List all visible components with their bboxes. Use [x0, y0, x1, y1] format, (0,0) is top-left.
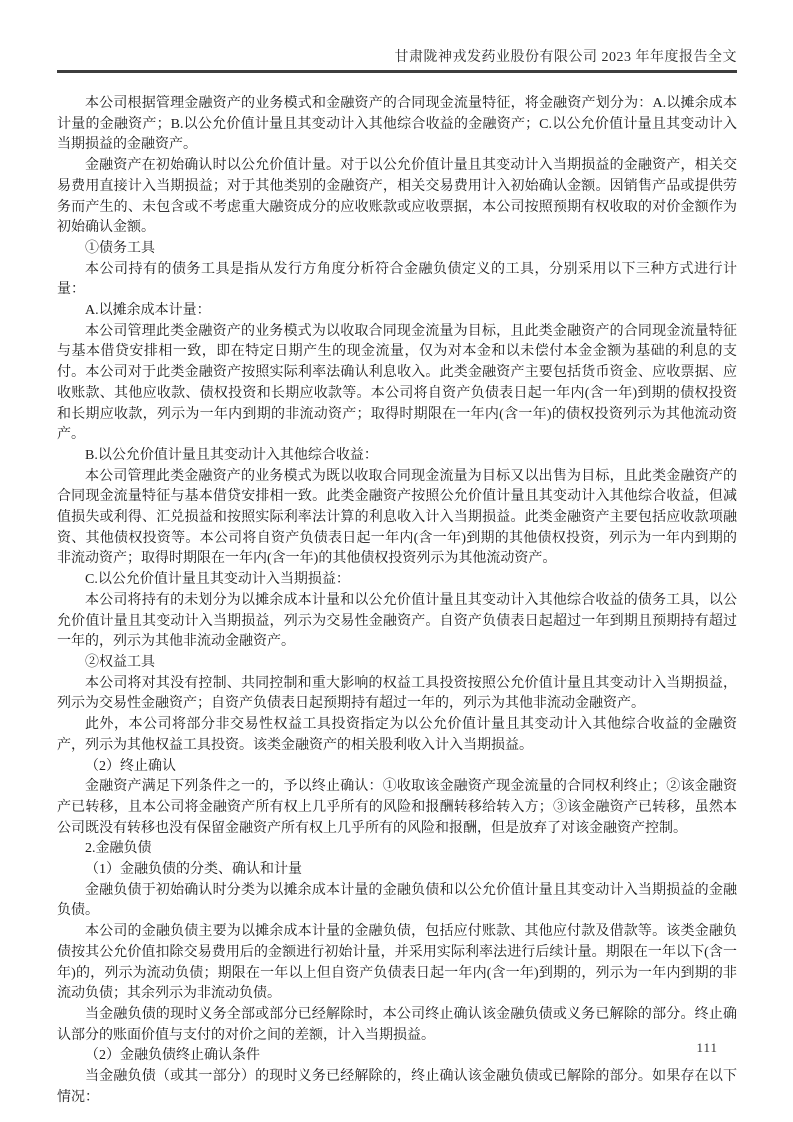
paragraph: （1）金融负债的分类、确认和计量	[85, 862, 302, 878]
paragraph: （2）终止确认	[85, 758, 176, 774]
paragraph: ②权益工具	[85, 654, 155, 670]
paragraph: B.以公允价值计量且其变动计入其他综合收益：	[85, 447, 378, 463]
paragraph: 此外，本公司将部分非交易性权益工具投资指定为以公允价值计量且其变动计入其他综合收益的金融资产，列示为其他权益工具投资。该类金融资产的相关股利收入计入当期损益。	[57, 717, 737, 753]
document-body	[57, 94, 737, 1108]
paragraph: 本公司管理此类金融资产的业务模式为既以收取合同现金流量为目标又以出售为目标，且此类金融资产的合同现金流量特征与基本借贷安排相一致。此类金融资产按照公允价值计量且其变动计入其他综合收益，但减值损失或利得、汇兑损益和按照实际利率法计算的利息收入计入当期损益。此类金融资产主要包括应收款项融资、其他债权投资等。本公司将自资产负债表日起一年内(含一年)到期的其他债权投资，列示为一年内到期的非流动资产；取得时期限在一年内(含一年)的其他债权投资列示为其他流动资产。	[57, 468, 737, 567]
paragraph: 金融负债于初始确认时分类为以摊余成本计量的金融负债和以公允价值计量且其变动计入当期损益的金融负债。	[57, 882, 737, 919]
header-divider-rule	[57, 70, 737, 73]
paragraph: A.以摊余成本计量：	[85, 303, 211, 319]
page-header-title: 甘肃陇神戎发药业股份有限公司 2023 年年度报告全文	[394, 50, 737, 65]
footer-page-number: 111	[696, 1040, 718, 1055]
paragraph: 当金融负债的现时义务全部或部分已经解除时，本公司终止确认该金融负债或义务已解除的部分。终止确认部分的账面价值与支付的对价之间的差额，计入当期损益。	[57, 1006, 737, 1043]
paragraph: 当金融负债（或其一部分）的现时义务已经解除的，终止确认该金融负债或已解除的部分。如果存在以下情况：	[57, 1069, 737, 1105]
paragraph: 本公司将对其没有控制、共同控制和重大影响的权益工具投资按照公允价值计量且其变动计入当期损益，列示为交易性金融资产；自资产负债表日起预期持有超过一年的，列示为其他非流动金融资产。	[57, 675, 737, 712]
paragraph: （2）金融负债终止确认条件	[85, 1048, 260, 1064]
paragraph: 金融资产满足下列条件之一的，予以终止确认：①收取该金融资产现金流量的合同权利终止；②该金融资产已转移，且本公司将金融资产所有权上几乎所有的风险和报酬转移给转入方；③该金融资产已转移，虽然本公司既没有转移也没有保留金融资产所有权上几乎所有的风险和报酬，但是放弃了对该金融资产控制。	[57, 779, 737, 836]
paragraph: C.以公允价值计量且其变动计入当期损益：	[85, 572, 350, 588]
paragraph: 本公司管理此类金融资产的业务模式为以收取合同现金流量为目标，且此类金融资产的合同现金流量特征与基本借贷安排相一致，即在特定日期产生的现金流量，仅为对本金和以未偿付本金金额为基础的利息的支付。本公司对于此类金融资产按照实际利率法确认利息收入。此类金融资产主要包括货币资金、应收票据、应收账款、其他应收款、债权投资和长期应收款等。本公司将自资产负债表日起一年内(含一年)到期的债权投资和长期应收款，列示为一年内到期的非流动资产；取得时期限在一年内(含一年)的债权投资列示为其他流动资产。	[57, 323, 737, 443]
paragraph: 本公司根据管理金融资产的业务模式和金融资产的合同现金流量特征，将金融资产划分为：A.以摊余成本计量的金融资产；B.以公允价值计量且其变动计入其他综合收益的金融资产；C.以公允价值计量且其变动计入当期损益的金融资产。	[57, 96, 737, 153]
paragraph: ①债务工具	[85, 240, 155, 256]
paragraph: 2.金融负债	[85, 841, 152, 857]
paragraph: 本公司持有的债务工具是指从发行方角度分析符合金融负债定义的工具，分别采用以下三种方式进行计量：	[57, 261, 737, 298]
paragraph: 本公司的金融负债主要为以摊余成本计量的金融负债，包括应付账款、其他应付款及借款等。该类金融负债按其公允价值扣除交易费用后的金额进行初始计量，并采用实际利率法进行后续计量。期限在一年以下(含一年)的，列示为流动负债；期限在一年以上但自资产负债表日起一年内(含一年)到期的，列示为一年内到期的非流动负债；其余列示为非流动负债。	[57, 924, 737, 1002]
paragraph: 本公司将持有的未划分为以摊余成本计量和以公允价值计量且其变动计入其他综合收益的债务工具，以公允价值计量且其变动计入当期损益，列示为交易性金融资产。自资产负债表日起超过一年到期且预期持有超过一年的，列示为其他非流动金融资产。	[57, 592, 737, 650]
paragraph: 金融资产在初始确认时以公允价值计量。对于以公允价值计量且其变动计入当期损益的金融资产，相关交易费用直接计入当期损益；对于其他类别的金融资产，相关交易费用计入初始确认金额。因销售产品或提供劳务而产生的、未包含或不考虑重大融资成分的应收账款或应收票据，本公司按照预期有权收取的对价金额作为初始确认金额。	[57, 158, 737, 236]
